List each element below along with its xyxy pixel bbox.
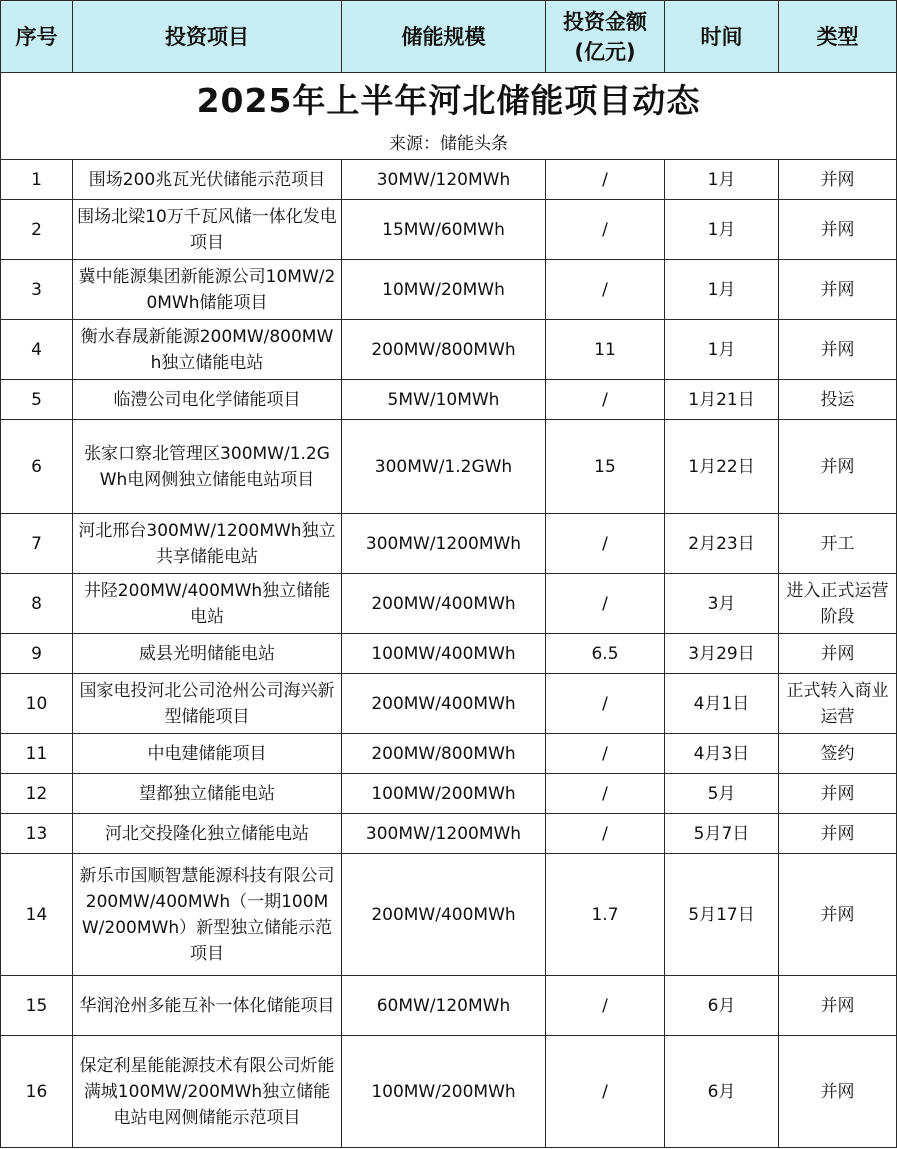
cell-project: 威县光明储能电站 bbox=[73, 634, 342, 674]
cell-no: 5 bbox=[1, 380, 73, 420]
cell-scale: 200MW/800MWh bbox=[342, 734, 546, 774]
cell-type: 并网 bbox=[779, 420, 897, 514]
cell-time: 4月3日 bbox=[665, 734, 779, 774]
cell-project: 围场北梁10万千瓦风储一体化发电项目 bbox=[73, 200, 342, 260]
cell-type: 并网 bbox=[779, 854, 897, 976]
cell-time: 1月 bbox=[665, 260, 779, 320]
cell-type: 并网 bbox=[779, 320, 897, 380]
cell-no: 8 bbox=[1, 574, 73, 634]
cell-type: 签约 bbox=[779, 734, 897, 774]
table-row bbox=[1, 420, 897, 514]
table-row bbox=[1, 574, 897, 634]
cell-scale: 100MW/400MWh bbox=[342, 634, 546, 674]
cell-scale: 200MW/400MWh bbox=[342, 854, 546, 976]
cell-scale: 200MW/400MWh bbox=[342, 674, 546, 734]
cell-type: 并网 bbox=[779, 160, 897, 200]
cell-no: 14 bbox=[1, 854, 73, 976]
cell-invest: / bbox=[546, 200, 665, 260]
cell-invest: 11 bbox=[546, 320, 665, 380]
cell-type: 并网 bbox=[779, 260, 897, 320]
page-title: 2025年上半年河北储能项目动态 bbox=[1, 73, 897, 130]
cell-invest: 15 bbox=[546, 420, 665, 514]
cell-time: 6月 bbox=[665, 1036, 779, 1148]
cell-project: 临澧公司电化学储能项目 bbox=[73, 380, 342, 420]
table-row bbox=[1, 514, 897, 574]
table-row bbox=[1, 200, 897, 260]
cell-invest: / bbox=[546, 976, 665, 1036]
cell-type: 正式转入商业运营 bbox=[779, 674, 897, 734]
cell-time: 4月1日 bbox=[665, 674, 779, 734]
cell-invest: / bbox=[546, 814, 665, 854]
cell-no: 13 bbox=[1, 814, 73, 854]
cell-no: 16 bbox=[1, 1036, 73, 1148]
cell-scale: 100MW/200MWh bbox=[342, 1036, 546, 1148]
cell-time: 3月29日 bbox=[665, 634, 779, 674]
cell-scale: 200MW/400MWh bbox=[342, 574, 546, 634]
cell-project: 张家口察北管理区300MW/1.2GWh电网侧独立储能电站项目 bbox=[73, 420, 342, 514]
cell-time: 2月23日 bbox=[665, 514, 779, 574]
cell-invest: / bbox=[546, 774, 665, 814]
table-row bbox=[1, 320, 897, 380]
cell-scale: 300MW/1200MWh bbox=[342, 514, 546, 574]
header-type: 类型 bbox=[779, 1, 897, 73]
cell-time: 5月 bbox=[665, 774, 779, 814]
cell-invest: / bbox=[546, 380, 665, 420]
header-project: 投资项目 bbox=[73, 1, 342, 73]
cell-project: 围场200兆瓦光伏储能示范项目 bbox=[73, 160, 342, 200]
cell-time: 3月 bbox=[665, 574, 779, 634]
cell-scale: 200MW/800MWh bbox=[342, 320, 546, 380]
table-row bbox=[1, 734, 897, 774]
table-row bbox=[1, 380, 897, 420]
table-row bbox=[1, 634, 897, 674]
cell-no: 9 bbox=[1, 634, 73, 674]
cell-no: 3 bbox=[1, 260, 73, 320]
header-time: 时间 bbox=[665, 1, 779, 73]
cell-project: 中电建储能项目 bbox=[73, 734, 342, 774]
cell-scale: 10MW/20MWh bbox=[342, 260, 546, 320]
cell-no: 15 bbox=[1, 976, 73, 1036]
cell-type: 并网 bbox=[779, 814, 897, 854]
cell-invest: / bbox=[546, 674, 665, 734]
cell-invest: / bbox=[546, 574, 665, 634]
cell-invest: 1.7 bbox=[546, 854, 665, 976]
cell-invest: / bbox=[546, 160, 665, 200]
cell-no: 12 bbox=[1, 774, 73, 814]
header-invest: 投资金额 (亿元) bbox=[546, 1, 665, 73]
cell-type: 并网 bbox=[779, 634, 897, 674]
table-row bbox=[1, 976, 897, 1036]
cell-invest: / bbox=[546, 260, 665, 320]
cell-invest: / bbox=[546, 1036, 665, 1148]
header-scale: 储能规模 bbox=[342, 1, 546, 73]
cell-time: 5月7日 bbox=[665, 814, 779, 854]
table-row bbox=[1, 160, 897, 200]
cell-scale: 300MW/1.2GWh bbox=[342, 420, 546, 514]
table-row bbox=[1, 1036, 897, 1148]
cell-time: 1月 bbox=[665, 320, 779, 380]
table-row bbox=[1, 260, 897, 320]
cell-invest: / bbox=[546, 514, 665, 574]
table-row bbox=[1, 774, 897, 814]
cell-project: 新乐市国顺智慧能源科技有限公司200MW/400MWh（一期100MW/200MWh）新型独立储能示范项目 bbox=[73, 854, 342, 976]
cell-type: 并网 bbox=[779, 200, 897, 260]
cell-scale: 5MW/10MWh bbox=[342, 380, 546, 420]
cell-no: 11 bbox=[1, 734, 73, 774]
cell-scale: 15MW/60MWh bbox=[342, 200, 546, 260]
cell-type: 并网 bbox=[779, 1036, 897, 1148]
table-row bbox=[1, 674, 897, 734]
cell-invest: / bbox=[546, 734, 665, 774]
cell-time: 1月22日 bbox=[665, 420, 779, 514]
table-header bbox=[1, 1, 897, 73]
cell-type: 开工 bbox=[779, 514, 897, 574]
cell-no: 6 bbox=[1, 420, 73, 514]
table-row bbox=[1, 854, 897, 976]
cell-time: 1月 bbox=[665, 160, 779, 200]
cell-scale: 60MW/120MWh bbox=[342, 976, 546, 1036]
source-note: 来源：储能头条 bbox=[1, 130, 897, 160]
cell-scale: 30MW/120MWh bbox=[342, 160, 546, 200]
cell-project: 望都独立储能电站 bbox=[73, 774, 342, 814]
cell-project: 华润沧州多能互补一体化储能项目 bbox=[73, 976, 342, 1036]
cell-type: 投运 bbox=[779, 380, 897, 420]
cell-time: 1月 bbox=[665, 200, 779, 260]
cell-time: 5月17日 bbox=[665, 854, 779, 976]
cell-no: 4 bbox=[1, 320, 73, 380]
cell-project: 冀中能源集团新能源公司10MW/20MWh储能项目 bbox=[73, 260, 342, 320]
cell-scale: 100MW/200MWh bbox=[342, 774, 546, 814]
title-block bbox=[1, 73, 897, 160]
cell-type: 进入正式运营阶段 bbox=[779, 574, 897, 634]
cell-project: 国家电投河北公司沧州公司海兴新型储能项目 bbox=[73, 674, 342, 734]
cell-type: 并网 bbox=[779, 774, 897, 814]
cell-type: 并网 bbox=[779, 976, 897, 1036]
cell-no: 2 bbox=[1, 200, 73, 260]
cell-project: 河北交投隆化独立储能电站 bbox=[73, 814, 342, 854]
header-no: 序号 bbox=[1, 1, 73, 73]
cell-project: 河北邢台300MW/1200MWh独立共享储能电站 bbox=[73, 514, 342, 574]
cell-time: 6月 bbox=[665, 976, 779, 1036]
cell-no: 10 bbox=[1, 674, 73, 734]
cell-scale: 300MW/1200MWh bbox=[342, 814, 546, 854]
cell-no: 1 bbox=[1, 160, 73, 200]
table-row bbox=[1, 814, 897, 854]
cell-invest: 6.5 bbox=[546, 634, 665, 674]
cell-time: 1月21日 bbox=[665, 380, 779, 420]
table-body bbox=[1, 160, 897, 1148]
cell-no: 7 bbox=[1, 514, 73, 574]
cell-project: 保定利星能能源技术有限公司炘能满城100MW/200MWh独立储能电站电网侧储能示范项目 bbox=[73, 1036, 342, 1148]
cell-project: 衡水春晟新能源200MW/800MWh独立储能电站 bbox=[73, 320, 342, 380]
cell-project: 井陉200MW/400MWh独立储能电站 bbox=[73, 574, 342, 634]
